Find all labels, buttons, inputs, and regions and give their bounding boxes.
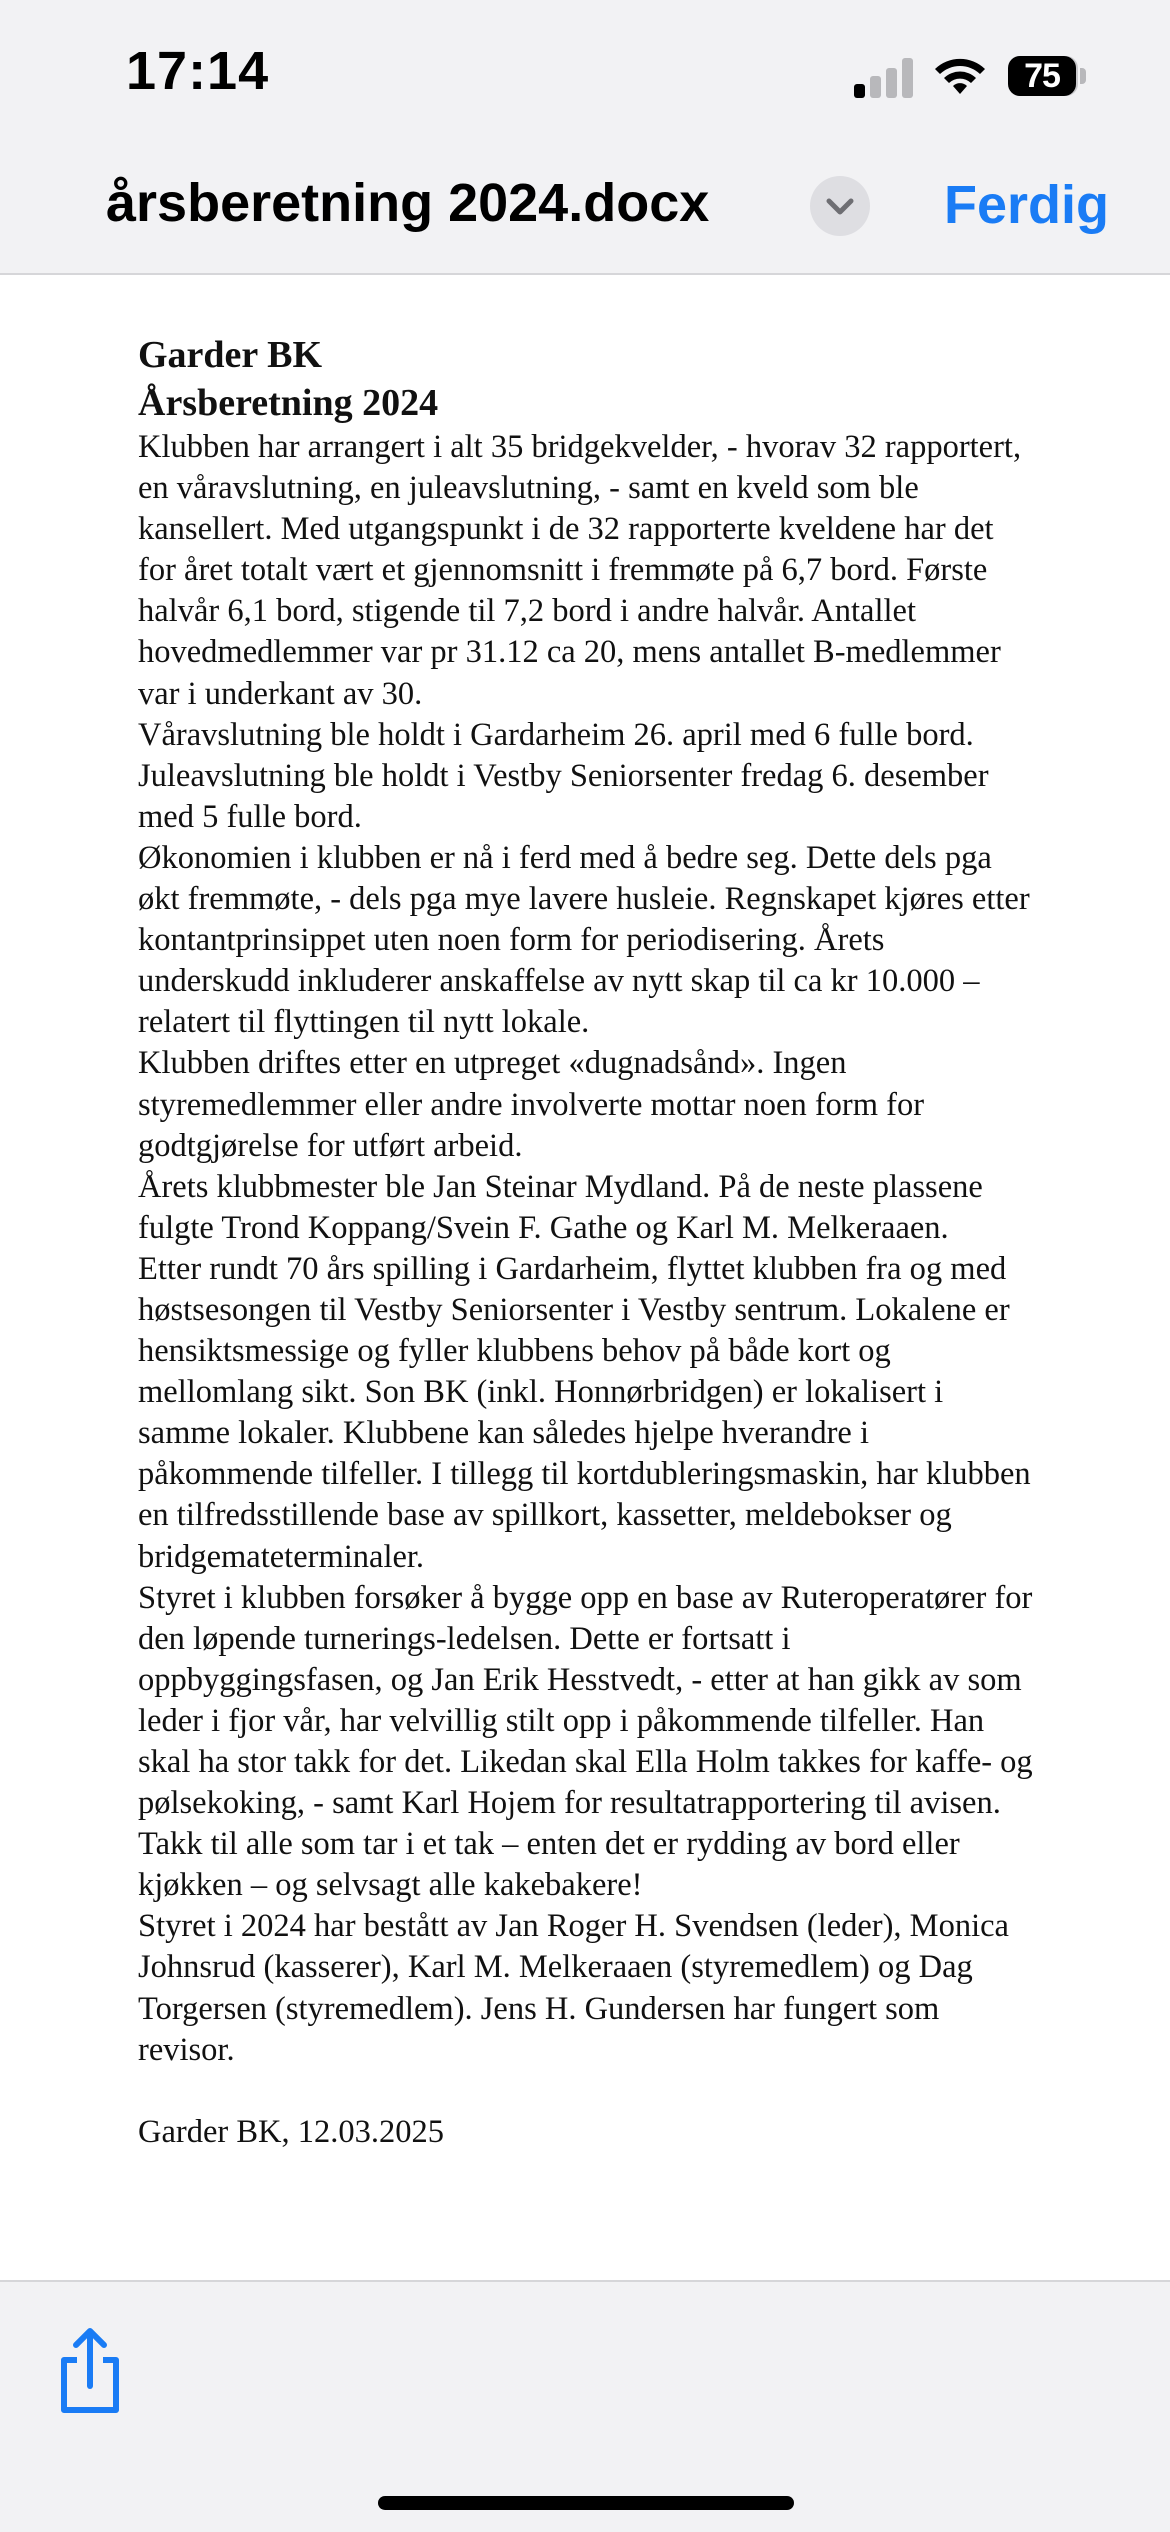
chevron-down-icon — [810, 176, 870, 236]
navigation-bar — [0, 150, 1170, 275]
battery-icon: 75 — [1008, 56, 1076, 96]
title-menu-button[interactable] — [810, 176, 870, 236]
document-signoff: Garder BK, 12.03.2025 — [138, 2113, 444, 2150]
cellular-signal-icon — [854, 56, 914, 98]
document-page — [138, 331, 1038, 2153]
bottom-toolbar — [0, 2280, 1170, 2532]
home-indicator[interactable] — [378, 2496, 794, 2510]
paragraph-volunteering: Klubben driftes etter en utpreget «dugnadsånd». Ingen styremedlemmer eller andre involverte mottar noen form for godtgjørelse for utført arbeid. — [138, 1045, 925, 1164]
battery-tip — [1080, 68, 1086, 84]
document-report-heading: Årsberetning 2024 — [138, 382, 439, 424]
paragraph-economy: Økonomien i klubben er nå i ferd med å bedre seg. Dette dels pga økt fremmøte, - dels pga mye lavere husleie. Regnskapet kjøres etter kontantprinsippet uten noen form for periodisering. Årets underskudd inkluderer anskaffelse av nytt skap til ca kr 10.000 – relatert til flyttingen til nytt lokale. — [138, 839, 1030, 1041]
paragraph-club-champion: Årets klubbmester ble Jan Steinar Mydland. På de neste plassene fulgte Trond Koppang/Svein F. Gathe og Karl M. Melkeraaen. — [138, 1168, 983, 1246]
wifi-icon — [934, 56, 986, 96]
status-time: 17:14 — [126, 41, 270, 101]
document-title[interactable]: årsberetning 2024.docx — [106, 173, 710, 233]
paragraph-acknowledgements: Styret i klubben forsøker å bygge opp en base av Ruteroperatører for den løpende turnerings-ledelsen. Dette er fortsatt i oppbyggingsfasen, og Jan Erik Hesstvedt, - etter at han gikk av som leder i fjor vår, har velvillig stilt opp i påkommende tilfeller. Han skal ha stor takk for det. Likedan skal Ella Holm takkes for kaffe- og pølsekoking, - samt Karl Hojem for resultatrapportering til avisen. Takk til alle som tar i et tak – enten det er rydding av bord eller kjøkken – og selvsagt alle kakebakere! — [138, 1579, 1033, 1904]
status-bar — [0, 0, 1170, 150]
paragraph-relocation: Etter rundt 70 års spilling i Gardarheim, flyttet klubben fra og med høstsesongen til Vestby Seniorsenter i Vestby sentrum. Lokalene er hensiktsmessige og fyller klubbens behov på både kort og mellomlang sikt. Son BK (inkl. Honnørbridgen) er lokalisert i samme lokaler. Klubbene kan således hjelpe hverandre i påkommende tilfeller. I tillegg til kortdubleringsmaskin, har klubben en tilfredsstillende base av spillkort, kassetter, meldebokser og bridgemateterminaler. — [138, 1250, 1031, 1575]
done-button[interactable]: Ferdig — [944, 175, 1110, 235]
document-org-heading: Garder BK — [138, 334, 323, 376]
share-button[interactable] — [50, 2322, 130, 2422]
paragraph-board: Styret i 2024 har bestått av Jan Roger H. Svendsen (leder), Monica Johnsrud (kasserer), Karl M. Melkeraaen (styremedlem) og Dag Torgersen (styremedlem). Jens H. Gundersen har fungert som revisor. — [138, 1908, 1009, 2068]
paragraph-events: Våravslutning ble holdt i Gardarheim 26. april med 6 fulle bord. Juleavslutning ble holdt i Vestby Seniorsenter fredag 6. desember med 5 fulle bord. — [138, 716, 989, 835]
share-icon — [50, 2322, 130, 2422]
paragraph-attendance: Klubben har arrangert i alt 35 bridgekvelder, - hvorav 32 rapportert, en våravslutning, en juleavslutning, - samt en kveld som ble kansellert. Med utgangspunkt i de 32 rapporterte kveldene har det for året totalt vært et gjennomsnitt i fremmøte på 6,7 bord. Første halvår 6,1 bord, stigende til 7,2 bord i andre halvår. Antallet hovedmedlemmer var pr 31.12 ca 20, mens antallet B-medlemmer var i underkant av 30. — [138, 429, 1022, 712]
document-viewer[interactable] — [0, 275, 1170, 2280]
